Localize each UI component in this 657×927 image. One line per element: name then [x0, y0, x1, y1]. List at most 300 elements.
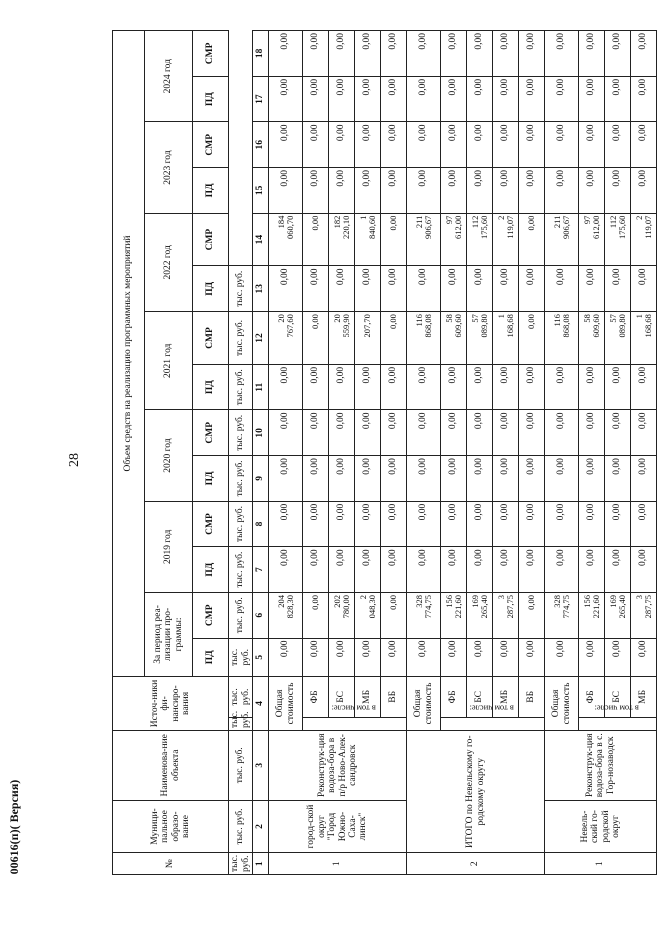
value-line: 0,00	[526, 314, 536, 329]
year-value: 0,00	[269, 364, 303, 410]
year-value: 0,00	[467, 456, 493, 502]
year-value: 0,00	[493, 76, 519, 122]
source-label: БС	[467, 676, 493, 717]
year-value: 0,00	[493, 364, 519, 410]
value-line: 182	[331, 215, 342, 229]
period-smr-value	[441, 592, 467, 638]
year-value: 0,00	[493, 547, 519, 593]
value-line: 20	[331, 314, 342, 323]
year-value: 0,00	[545, 31, 579, 77]
period-pd-value: 0,00	[329, 638, 355, 676]
period-smr-value	[329, 592, 355, 638]
year-value: 0,00	[579, 410, 605, 456]
source-label: ВБ	[519, 676, 545, 717]
pd-header: ПД	[193, 547, 229, 593]
unit-label: тыс. руб.	[229, 364, 253, 410]
year-value: 0,00	[519, 501, 545, 547]
column-number: 7	[253, 547, 269, 593]
year-value: 0,00	[605, 31, 631, 77]
value-line: 207,70	[362, 314, 372, 338]
year-value: 0,00	[355, 456, 381, 502]
year-value: 0,00	[545, 410, 579, 456]
year-value: 0,00	[493, 31, 519, 77]
year-value	[269, 312, 303, 365]
year-value: 0,00	[329, 456, 355, 502]
value-line: 089,80	[616, 314, 627, 338]
year-value: 0,00	[467, 266, 493, 312]
year-value: 0,00	[329, 547, 355, 593]
year-value	[631, 213, 657, 266]
in-that-number-label	[303, 703, 407, 730]
year-value: 0,00	[545, 76, 579, 122]
value-line: 184	[275, 215, 286, 229]
year-value: 0,00	[269, 31, 303, 77]
value-line: 559,90	[340, 314, 351, 338]
source-label: МБ	[493, 676, 519, 717]
year-value: 0,00	[407, 456, 441, 502]
column-number: 18	[253, 31, 269, 77]
year-value: 0,00	[545, 364, 579, 410]
header-row-numbers	[253, 31, 269, 875]
column-number: 5	[253, 638, 269, 676]
year-value: 0,00	[269, 501, 303, 547]
value-line: 3	[633, 594, 644, 600]
smr-header: СМР	[193, 592, 229, 638]
value-line: 287,75	[642, 594, 653, 619]
year-value: 0,00	[441, 76, 467, 122]
year-value: 0,00	[303, 364, 329, 410]
municipality-name: город-ской округ "Город Южно-Саха-линск"	[269, 800, 407, 853]
value-line: 265,40	[616, 594, 627, 619]
period-pd-value: 0,00	[381, 638, 407, 676]
smr-header: СМР	[193, 31, 229, 77]
year-value: 0,00	[493, 501, 519, 547]
value-line: 97	[581, 215, 592, 225]
pd-header: ПД	[193, 638, 229, 676]
value-line: 0,00	[310, 314, 320, 329]
unit-label: тыс. руб.	[229, 456, 253, 502]
unit-label: тыс. руб.	[229, 410, 253, 456]
value-line: 780,00	[340, 594, 351, 619]
year-value: 0,00	[519, 547, 545, 593]
year-value: 0,00	[303, 410, 329, 456]
year-value: 0,00	[303, 547, 329, 593]
year-value: 0,00	[605, 456, 631, 502]
value-line: 211	[413, 215, 424, 229]
source-label: Общая стоимость	[545, 676, 579, 730]
column-number: 14	[253, 213, 269, 266]
year-value: 0,00	[519, 410, 545, 456]
year-value: 0,00	[329, 168, 355, 214]
year-value: 0,00	[407, 122, 441, 168]
value-line: 58	[443, 314, 454, 323]
pd-header: ПД	[193, 364, 229, 410]
year-value	[355, 213, 381, 266]
source-label: БС	[329, 676, 355, 717]
year-value: 0,00	[467, 31, 493, 77]
year-value: 0,00	[519, 266, 545, 312]
value-line: 0,00	[310, 215, 320, 231]
year-value: 0,00	[631, 364, 657, 410]
year-value: 0,00	[631, 168, 657, 214]
column-number: 11	[253, 364, 269, 410]
year-value: 0,00	[381, 31, 407, 77]
year-value: 0,00	[441, 456, 467, 502]
value-line: 204	[275, 594, 286, 608]
period-smr-value	[579, 592, 605, 638]
value-line: 612,00	[590, 215, 601, 240]
value-line: 868,08	[560, 314, 571, 338]
in-that-number-text: в том числе:	[594, 703, 640, 714]
in-that-number-text: в том числе:	[331, 703, 377, 714]
year-value: 0,00	[407, 76, 441, 122]
column-number: 12	[253, 312, 269, 365]
year-value: 0,00	[441, 364, 467, 410]
year-value: 0,00	[329, 122, 355, 168]
year-value: 0,00	[493, 456, 519, 502]
year-value	[381, 213, 407, 266]
value-line: 221,60	[452, 594, 463, 619]
value-line: 906,67	[560, 215, 571, 240]
column-number: 4	[253, 676, 269, 730]
value-line: 609,60	[452, 314, 463, 338]
year-value	[631, 312, 657, 365]
year-value: 0,00	[381, 364, 407, 410]
period-pd-value: 0,00	[605, 638, 631, 676]
year-value: 0,00	[579, 501, 605, 547]
year-value: 0,00	[579, 364, 605, 410]
table-row	[407, 31, 441, 875]
period-pd-value: 0,00	[303, 638, 329, 676]
value-line: 2	[633, 215, 644, 220]
year-value: 0,00	[355, 501, 381, 547]
value-line: 1	[633, 314, 644, 319]
year-value	[441, 213, 467, 266]
year-value: 0,00	[269, 410, 303, 456]
smr-header: СМР	[193, 501, 229, 547]
year-value	[519, 213, 545, 266]
value-line: 868,08	[422, 314, 433, 338]
year-value	[269, 213, 303, 266]
year-value	[303, 312, 329, 365]
header-row-1	[113, 31, 145, 875]
year-value: 0,00	[303, 31, 329, 77]
source-label: ВБ	[381, 676, 407, 717]
year-value: 0,00	[329, 31, 355, 77]
year-value: 0,00	[407, 501, 441, 547]
period-pd-value: 0,00	[441, 638, 467, 676]
unit-label: тыс. руб.	[229, 730, 253, 800]
year-value: 0,00	[631, 266, 657, 312]
year-value	[493, 312, 519, 365]
header-row-unit	[229, 31, 253, 875]
period-smr-value	[467, 592, 493, 638]
year-value: 0,00	[605, 266, 631, 312]
value-line: 0,00	[388, 594, 398, 610]
value-line: 112	[469, 215, 480, 229]
period-pd-value: 0,00	[545, 638, 579, 676]
value-line: 2	[357, 594, 368, 600]
year-value: 0,00	[407, 547, 441, 593]
year-value	[407, 312, 441, 365]
column-number: 2	[253, 800, 269, 853]
year-value: 0,00	[467, 547, 493, 593]
unit-label: тыс. руб.	[229, 676, 253, 717]
value-line: 168,68	[642, 314, 653, 338]
value-line: 175,60	[616, 215, 627, 240]
year-value: 0,00	[519, 76, 545, 122]
year-value: 0,00	[493, 122, 519, 168]
value-line: 3	[495, 594, 506, 600]
period-pd-value: 0,00	[467, 638, 493, 676]
value-line: 828,30	[284, 594, 295, 619]
column-number: 9	[253, 456, 269, 502]
year-value: 0,00	[329, 364, 355, 410]
year-value	[493, 213, 519, 266]
year-2021-header: 2021 год	[145, 312, 193, 410]
value-line: 20	[275, 314, 286, 323]
value-line: 0,00	[388, 314, 398, 329]
year-value: 0,00	[545, 266, 579, 312]
col-municipality-header: Муници-пальное образо-вание	[113, 800, 229, 853]
year-value: 0,00	[441, 410, 467, 456]
year-value	[605, 213, 631, 266]
year-value: 0,00	[579, 31, 605, 77]
unit-label: тыс. руб.	[229, 853, 253, 875]
year-value	[355, 312, 381, 365]
object-name: Реконструк-ция водоза-бора в с. Гор-нозаводск	[545, 730, 657, 800]
value-line: 57	[607, 314, 618, 323]
year-2020-header: 2020 год	[145, 410, 193, 501]
year-value: 0,00	[493, 168, 519, 214]
year-value: 0,00	[269, 266, 303, 312]
unit-label: тыс. руб.	[229, 501, 253, 547]
year-value: 0,00	[303, 501, 329, 547]
year-value	[467, 213, 493, 266]
year-value: 0,00	[441, 501, 467, 547]
year-value: 0,00	[355, 266, 381, 312]
year-value: 0,00	[493, 410, 519, 456]
period-pd-value: 0,00	[355, 638, 381, 676]
year-value: 0,00	[329, 76, 355, 122]
smr-header: СМР	[193, 410, 229, 456]
value-line: 58	[581, 314, 592, 323]
period-smr-value	[545, 592, 579, 638]
value-line: 2	[495, 215, 506, 220]
value-line: 119,07	[642, 215, 653, 239]
period-pd-value: 0,00	[631, 638, 657, 676]
value-line: 840,60	[366, 215, 377, 240]
year-value: 0,00	[579, 266, 605, 312]
unit-label: тыс. руб.	[229, 266, 253, 312]
year-value: 0,00	[545, 547, 579, 593]
year-value: 0,00	[303, 266, 329, 312]
value-line: 169	[469, 594, 480, 608]
unit-label: тыс. руб.	[229, 547, 253, 593]
table-row	[545, 31, 579, 875]
period-pd-value: 0,00	[579, 638, 605, 676]
value-line: 609,60	[590, 314, 601, 338]
year-value: 0,00	[579, 76, 605, 122]
value-line: 97	[443, 215, 454, 225]
year-value: 0,00	[605, 410, 631, 456]
year-value: 0,00	[579, 456, 605, 502]
value-line: 0,00	[526, 594, 536, 610]
value-line: 211	[551, 215, 562, 229]
in-that-number-text: в том числе:	[469, 703, 515, 714]
value-line: 906,67	[422, 215, 433, 240]
year-value	[605, 312, 631, 365]
year-2024-header: 2024 год	[145, 31, 193, 122]
year-value: 0,00	[381, 410, 407, 456]
in-that-number-label	[441, 703, 545, 730]
year-value	[303, 213, 329, 266]
rotated-table-wrapper	[112, 30, 653, 875]
year-value: 0,00	[441, 266, 467, 312]
year-value: 0,00	[269, 168, 303, 214]
year-value	[579, 312, 605, 365]
value-line: 0,00	[310, 594, 320, 610]
period-smr-value	[381, 592, 407, 638]
year-value: 0,00	[381, 456, 407, 502]
year-value: 0,00	[605, 76, 631, 122]
smr-header: СМР	[193, 312, 229, 365]
value-line: 202	[331, 594, 342, 608]
year-value: 0,00	[407, 31, 441, 77]
value-line: 089,80	[478, 314, 489, 338]
unit-label: тыс. руб.	[229, 717, 253, 730]
year-value: 0,00	[467, 410, 493, 456]
year-value: 0,00	[631, 456, 657, 502]
year-value: 0,00	[631, 76, 657, 122]
unit-label: тыс. руб.	[229, 592, 253, 638]
pd-header: ПД	[193, 168, 229, 214]
year-value: 0,00	[467, 364, 493, 410]
year-value: 0,00	[441, 168, 467, 214]
year-value: 0,00	[631, 122, 657, 168]
period-smr-value	[519, 592, 545, 638]
year-value: 0,00	[441, 122, 467, 168]
year-value	[329, 213, 355, 266]
year-value: 0,00	[329, 266, 355, 312]
value-line: 287,75	[504, 594, 515, 619]
value-line: 116	[551, 314, 562, 327]
year-2019-header: 2019 год	[145, 501, 193, 592]
year-value: 0,00	[355, 31, 381, 77]
value-line: 060,70	[284, 215, 295, 240]
year-value: 0,00	[519, 364, 545, 410]
period-smr-value	[303, 592, 329, 638]
year-value: 0,00	[631, 547, 657, 593]
year-value: 0,00	[407, 364, 441, 410]
year-value: 0,00	[579, 122, 605, 168]
value-line: 774,75	[422, 594, 433, 619]
source-label: Общая стоимость	[269, 676, 303, 730]
unit-label: тыс. руб.	[229, 638, 253, 676]
year-value	[441, 312, 467, 365]
year-value: 0,00	[467, 122, 493, 168]
year-value: 0,00	[579, 547, 605, 593]
value-line: 328	[413, 594, 424, 608]
value-line: 328	[551, 594, 562, 608]
year-value: 0,00	[381, 266, 407, 312]
year-value: 0,00	[467, 501, 493, 547]
year-value: 0,00	[631, 501, 657, 547]
value-line: 116	[413, 314, 424, 327]
year-value: 0,00	[407, 410, 441, 456]
year-value: 0,00	[545, 456, 579, 502]
year-value: 0,00	[519, 168, 545, 214]
year-value: 0,00	[381, 168, 407, 214]
year-value: 0,00	[381, 501, 407, 547]
year-value: 0,00	[605, 122, 631, 168]
unit-label: тыс. руб.	[229, 800, 253, 853]
value-line: 156	[581, 594, 592, 608]
value-line: 265,40	[478, 594, 489, 619]
year-value: 0,00	[519, 31, 545, 77]
source-label: Общая стоимость	[407, 676, 441, 730]
in-that-number-label	[579, 703, 657, 730]
year-value: 0,00	[545, 168, 579, 214]
period-pd-value: 0,00	[407, 638, 441, 676]
year-value: 0,00	[269, 122, 303, 168]
year-value: 0,00	[381, 76, 407, 122]
year-value: 0,00	[329, 501, 355, 547]
value-line: 220,10	[340, 215, 351, 240]
year-value	[381, 312, 407, 365]
row-number: 1	[269, 853, 407, 875]
period-smr-value	[493, 592, 519, 638]
year-value: 0,00	[303, 168, 329, 214]
source-label: ФБ	[303, 676, 329, 717]
source-label: МБ	[631, 676, 657, 717]
period-smr-value	[355, 592, 381, 638]
col-object-header: Наименова-ние объекта	[113, 730, 229, 800]
page-number: 28	[67, 453, 82, 467]
value-line: 0,00	[526, 215, 536, 231]
year-value	[519, 312, 545, 365]
value-line: 1	[495, 314, 506, 319]
year-value: 0,00	[407, 266, 441, 312]
year-value: 0,00	[381, 122, 407, 168]
year-value: 0,00	[303, 456, 329, 502]
year-value: 0,00	[355, 364, 381, 410]
year-value: 0,00	[579, 168, 605, 214]
value-line: 112	[607, 215, 618, 229]
year-value: 0,00	[355, 547, 381, 593]
year-2023-header: 2023 год	[145, 122, 193, 213]
column-number: 15	[253, 168, 269, 214]
pd-header: ПД	[193, 76, 229, 122]
year-value: 0,00	[605, 501, 631, 547]
year-value	[407, 213, 441, 266]
year-value	[329, 312, 355, 365]
value-line: 767,60	[284, 314, 295, 338]
year-value	[545, 213, 579, 266]
municipality-name: Невель-ский го-родской округ	[545, 800, 657, 853]
year-value: 0,00	[303, 122, 329, 168]
column-number: 10	[253, 410, 269, 456]
col-source-header: Источ-ники фи-нансиро-вания	[113, 676, 229, 730]
unit-label: тыс. руб.	[229, 312, 253, 365]
year-value: 0,00	[269, 456, 303, 502]
total-title: ИТОГО по Невельскому го-родскому округу	[407, 730, 545, 852]
year-value: 0,00	[545, 501, 579, 547]
year-value	[467, 312, 493, 365]
period-pd-value: 0,00	[493, 638, 519, 676]
year-value: 0,00	[355, 76, 381, 122]
funding-title: Объем средств на реализацию программных мероприятий	[113, 31, 145, 677]
